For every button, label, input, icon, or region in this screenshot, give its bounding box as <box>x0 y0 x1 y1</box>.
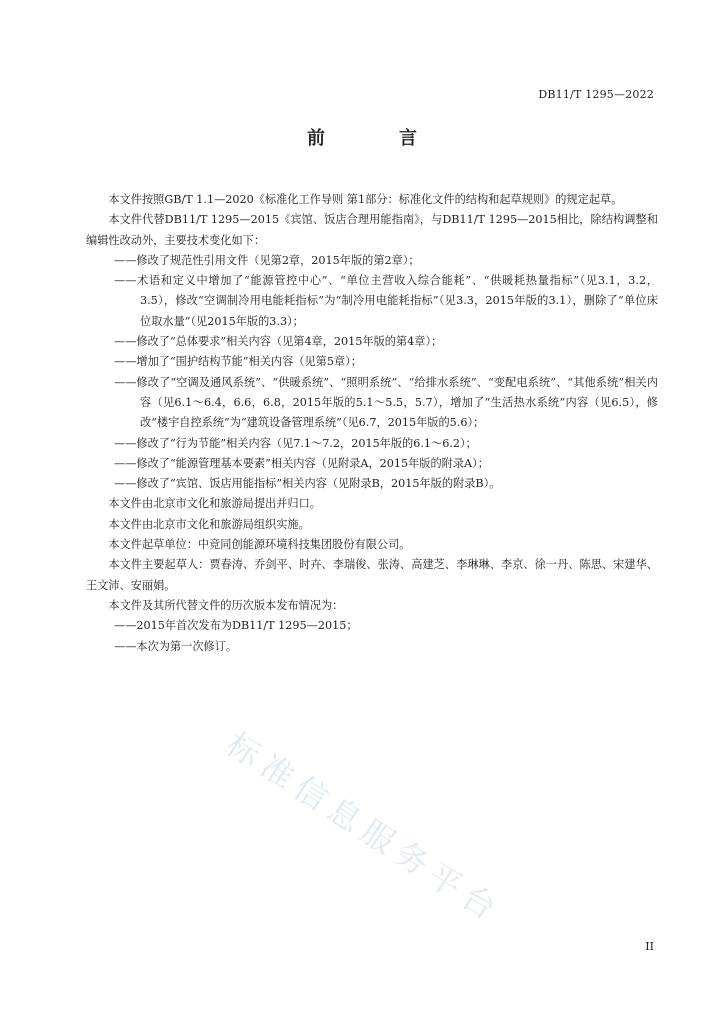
paragraph: 本文件按照GB/T 1.1—2020《标准化工作导则 第1部分：标准化文件的结构和起草规则》的规定起草。 <box>108 193 623 206</box>
list-item: ——术语和定义中增加了“能源管控中心”、“单位主营收入综合能耗”、“供暖耗热量指标”（见3.1，3.2，3.5），修改“空调制冷用电能耗指标”为“制冷用电能耗指标”（见3.3，2015年版的3.1），删除了“单位床位取水量”（见2015年版的3.3）； <box>114 274 658 328</box>
list-item: ——增加了“围护结构节能”相关内容（见第5章）； <box>114 355 362 369</box>
list-item: ——2015年首次发布为DB11/T 1295—2015； <box>114 619 358 633</box>
document-code: DB11/T 1295—2022 <box>538 88 654 101</box>
paragraph: 本文件由北京市文化和旅游局提出并归口。 <box>108 497 321 511</box>
paragraph: 本文件由北京市文化和旅游局组织实施。 <box>108 517 310 531</box>
list-item: ——修改了“行为节能”相关内容（见7.1～7.2，2015年版的6.1～6.2）； <box>114 436 477 450</box>
paragraph: 本文件起草单位：中竞同创能源环境科技集团股份有限公司。 <box>108 538 411 552</box>
list-item: ——修改了规范性引用文件（见第2章，2015年版的第2章）； <box>114 253 420 267</box>
paragraph: 本文件及其所代替文件的历次版本发布情况为： <box>108 598 344 612</box>
paragraph: 本文件代替DB11/T 1295—2015《宾馆、饭店合理用能指南》，与DB11/T 1295—2015相比，除结构调整和编辑性改动外，主要技术变化如下： <box>86 213 658 247</box>
page-number: II <box>645 940 654 953</box>
list-item: ——本次为第一次修订。 <box>114 639 238 653</box>
list-item: ——修改了“宾馆、饭店用能指标”相关内容（见附录B，2015年版的附录B）。 <box>114 477 501 491</box>
page-title: 前 言 <box>307 128 445 149</box>
list-item: ——修改了“空调及通风系统”、“供暖系统”、“照明系统”、“给排水系统”、“变配电系统”、“其他系统”相关内容（见6.1～6.4，6.6，6.8，2015年版的5.1～5.5，5.7），增加了“生活热水系统”内容（见6.5），修改“楼宇自控系统”为“建筑设备管理系统”（见6.7，2015年版的5.6）； <box>114 375 658 430</box>
document-body <box>86 190 658 657</box>
list-item: ——修改了“能源管理基本要素”相关内容（见附录A，2015年版的附录A）； <box>114 456 489 470</box>
list-item: ——修改了“总体要求”相关内容（见第4章，2015年版的第4章）； <box>114 335 443 349</box>
watermark: 标准信息服务平台 <box>220 725 510 932</box>
paragraph: 本文件主要起草人：贾春涛、乔剑平、时卉、李瑞俊、张涛、高建芝、李琳琳、李京、徐一丹、陈思、宋建华、王文沛、安丽娟。 <box>86 558 658 592</box>
